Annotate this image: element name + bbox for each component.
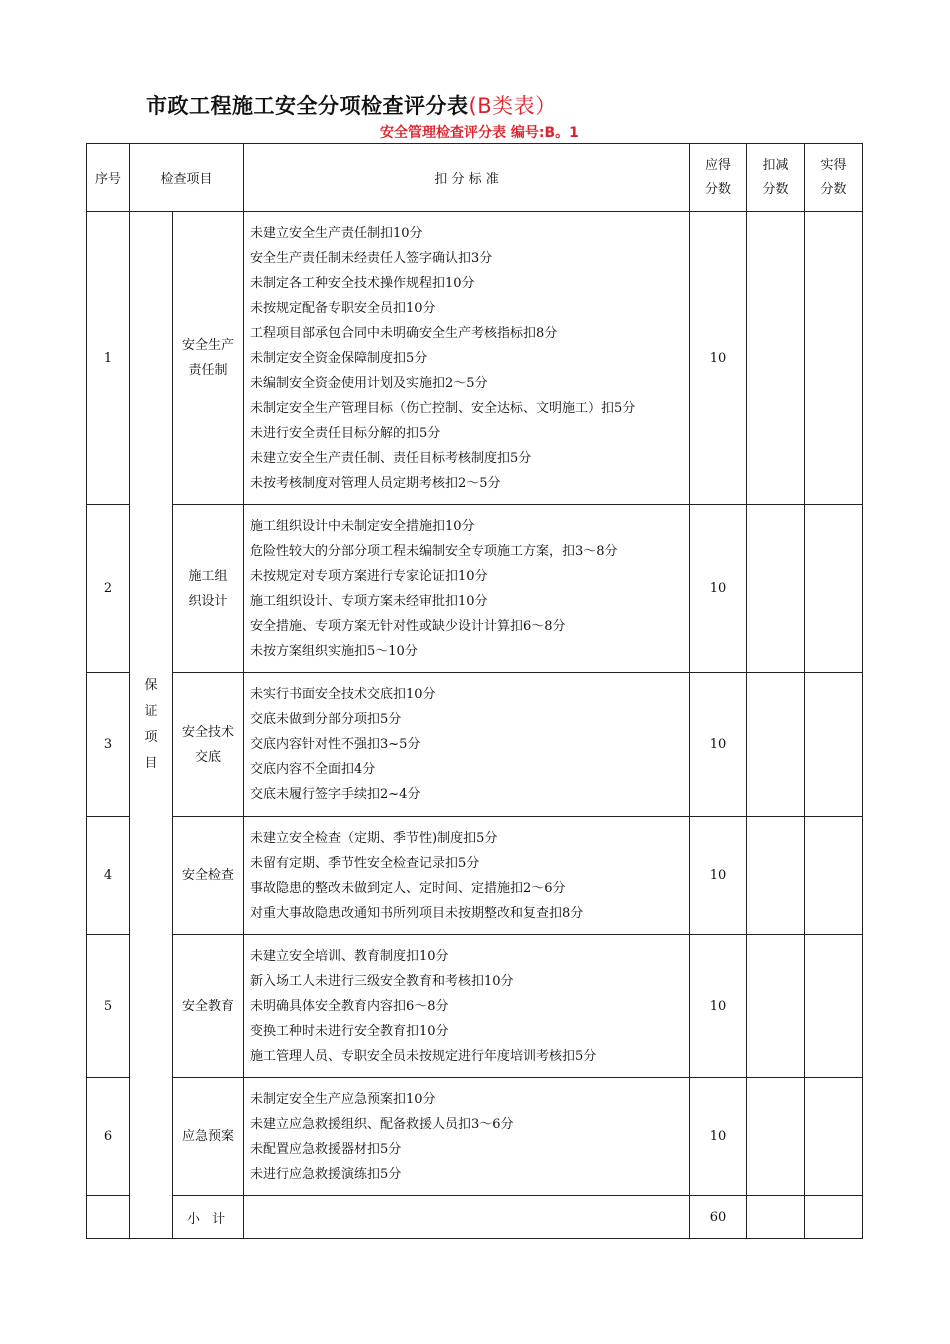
table-row [87, 673, 863, 817]
row-deduct-score-cell[interactable] [747, 935, 805, 1078]
row-no: 6 [87, 1078, 130, 1196]
subtotal-label: 小 计 [173, 1196, 244, 1239]
row-no: 3 [87, 673, 130, 817]
subtotal-deduct-cell[interactable] [747, 1196, 805, 1239]
row-due-score: 10 [690, 817, 747, 935]
row-due-score: 10 [690, 1078, 747, 1196]
row-item: 安全教育 [173, 935, 244, 1078]
row-criteria: 未建立安全生产责任制扣10分 安全生产责任制未经责任人签字确认扣3分 未制定各工种安全技术操作规程扣10分 未按规定配备专职安全员扣10分 工程项目部承包合同中未明确安全生产考核指标扣8分 未制定安全资金保障制度扣5分 未编制安全资金使用计划及实施扣2～5分 未制定安全生产管理目标（伤亡控制、安全达标、文明施工）扣5分 未进行安全责任目标分解的扣5分 未建立安全生产责任制、责任目标考核制度扣5分 未按考核制度对管理人员定期考核扣2～5分 [244, 212, 690, 505]
header-deduct-score: 扣减 分数 [747, 144, 805, 212]
row-due-score: 10 [690, 935, 747, 1078]
table-row [87, 1078, 863, 1196]
row-actual-score-cell[interactable] [805, 1078, 863, 1196]
table-row [87, 212, 863, 505]
row-item: 应急预案 [173, 1078, 244, 1196]
subtotal-criteria-cell [244, 1196, 690, 1239]
subtotal-row [87, 1196, 863, 1239]
row-criteria: 未建立安全检查（定期、季节性)制度扣5分 未留有定期、季节性安全检查记录扣5分 事故隐患的整改未做到定人、定时间、定措施扣2～6分 对重大事故隐患改通知书所列项目未按期整改和复查扣8分 [244, 817, 690, 935]
header-item: 检查项目 [130, 144, 244, 212]
row-actual-score-cell[interactable] [805, 212, 863, 505]
header-row [87, 144, 863, 212]
header-criteria: 扣 分 标 准 [244, 144, 690, 212]
score-table [86, 143, 863, 1239]
row-due-score: 10 [690, 673, 747, 817]
document-subtitle: 安全管理检查评分表 编号:B。1 [380, 125, 579, 141]
row-deduct-score-cell[interactable] [747, 505, 805, 673]
row-no: 5 [87, 935, 130, 1078]
header-no: 序号 [87, 144, 130, 212]
row-no: 2 [87, 505, 130, 673]
subtotal-actual-cell[interactable] [805, 1196, 863, 1239]
row-actual-score-cell[interactable] [805, 935, 863, 1078]
subtotal-due-score: 60 [690, 1196, 747, 1239]
row-deduct-score-cell[interactable] [747, 1078, 805, 1196]
group-label-guarantee: 保 证 项 目 [130, 212, 173, 1239]
row-item: 安全技术 交底 [173, 673, 244, 817]
header-due-score: 应得 分数 [690, 144, 747, 212]
row-due-score: 10 [690, 505, 747, 673]
row-criteria: 未实行书面安全技术交底扣10分 交底未做到分部分项扣5分 交底内容针对性不强扣3~5分 交底内容不全面扣4分 交底未履行签字手续扣2~4分 [244, 673, 690, 817]
row-no: 4 [87, 817, 130, 935]
row-criteria: 未制定安全生产应急预案扣10分 未建立应急救援组织、配备救援人员扣3～6分 未配置应急救援器材扣5分 未进行应急救援演练扣5分 [244, 1078, 690, 1196]
row-deduct-score-cell[interactable] [747, 817, 805, 935]
row-actual-score-cell[interactable] [805, 505, 863, 673]
row-criteria: 施工组织设计中未制定安全措施扣10分 危险性较大的分部分项工程未编制安全专项施工方案，扣3～8分 未按规定对专项方案进行专家论证扣10分 施工组织设计、专项方案未经审批扣10分 安全措施、专项方案无针对性或缺少设计计算扣6～8分 未按方案组织实施扣5～10分 [244, 505, 690, 673]
table-row [87, 935, 863, 1078]
row-due-score: 10 [690, 212, 747, 505]
row-item: 施工组 织设计 [173, 505, 244, 673]
table-row [87, 817, 863, 935]
header-actual-score: 实得 分数 [805, 144, 863, 212]
document-title [146, 90, 557, 120]
table-row [87, 505, 863, 673]
row-no: 1 [87, 212, 130, 505]
row-actual-score-cell[interactable] [805, 817, 863, 935]
row-actual-score-cell[interactable] [805, 673, 863, 817]
title-category: (B类表） [468, 94, 557, 118]
row-deduct-score-cell[interactable] [747, 212, 805, 505]
row-item: 安全检查 [173, 817, 244, 935]
subtotal-no-cell [87, 1196, 130, 1239]
row-criteria: 未建立安全培训、教育制度扣10分 新入场工人未进行三级安全教育和考核扣10分 未明确具体安全教育内容扣6～8分 变换工种时未进行安全教育扣10分 施工管理人员、专职安全员未按规定进行年度培训考核扣5分 [244, 935, 690, 1078]
row-deduct-score-cell[interactable] [747, 673, 805, 817]
row-item: 安全生产 责任制 [173, 212, 244, 505]
title-main: 市政工程施工安全分项检查评分表 [146, 94, 469, 118]
